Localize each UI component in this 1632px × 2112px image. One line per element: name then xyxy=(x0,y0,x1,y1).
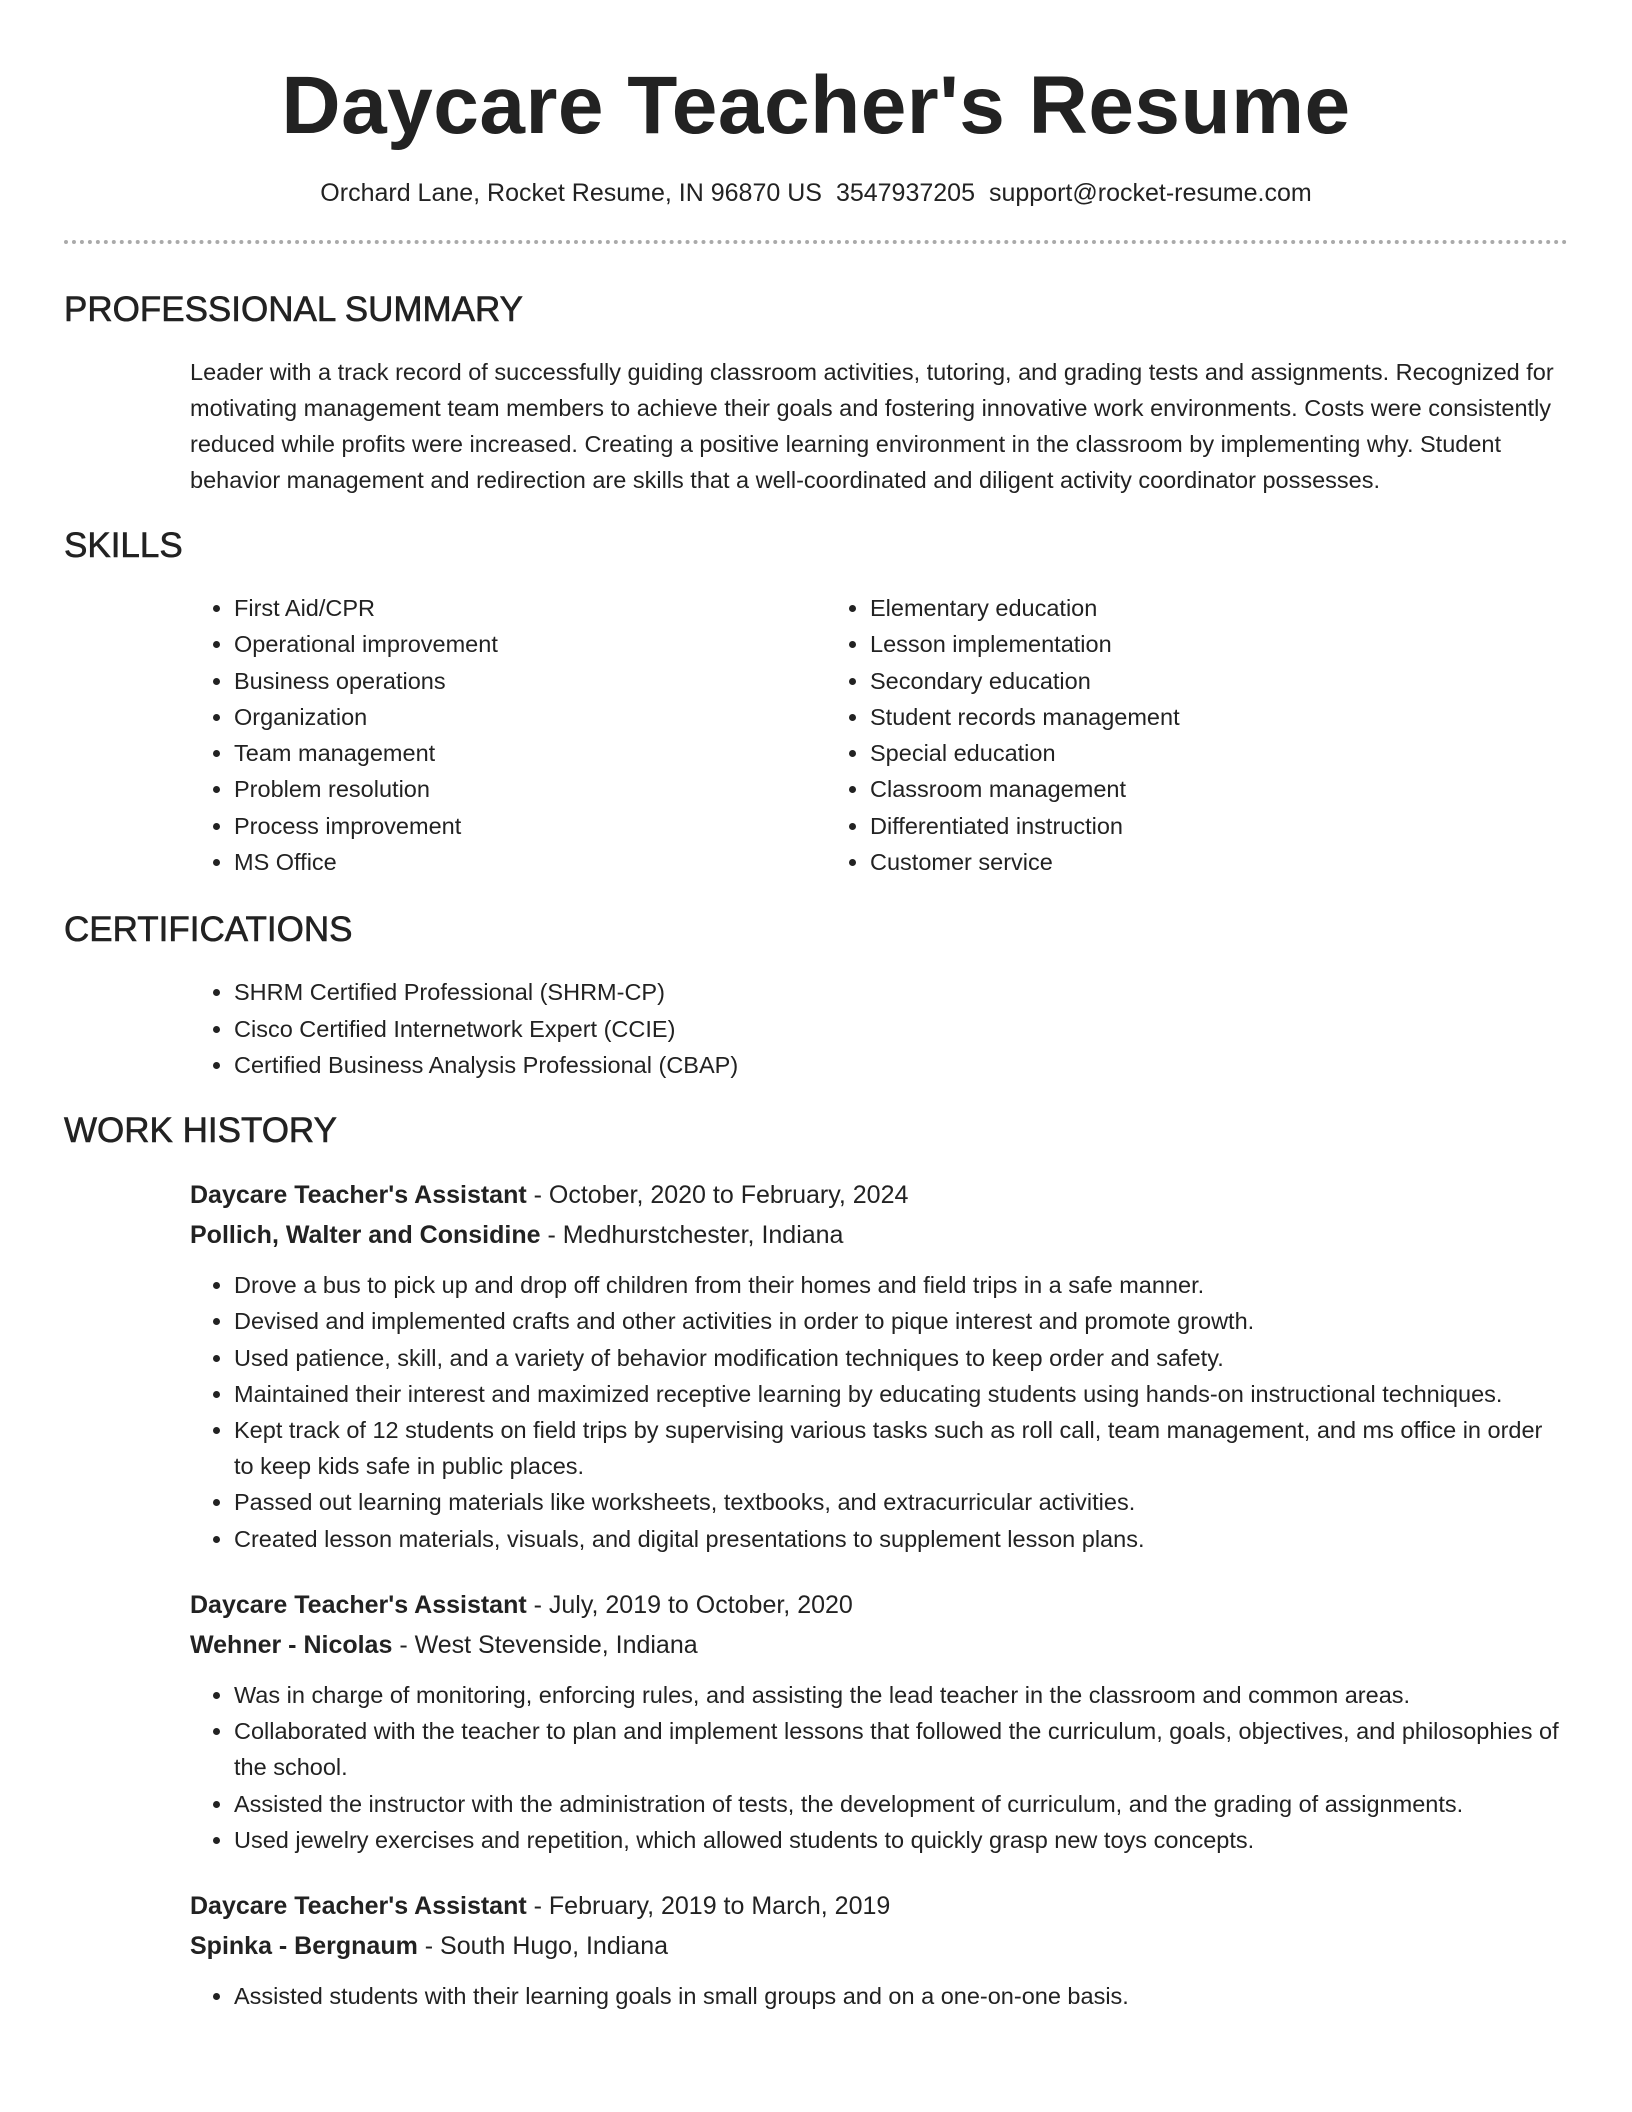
job-location: - South Hugo, Indiana xyxy=(417,1931,668,1960)
job-role: Daycare Teacher's Assistant xyxy=(190,1590,527,1619)
resume-title: Daycare Teacher's Resume xyxy=(281,60,1351,151)
job-location: - Medhurstchester, Indiana xyxy=(540,1221,844,1250)
job-title-line xyxy=(190,1175,1568,1215)
section-title-certifications: CERTIFICATIONS xyxy=(64,910,353,950)
job-title-line xyxy=(190,1585,1568,1625)
list-item: • Used jewelry exercises and repetition, which allowed students to quickly grasp new toys concepts. xyxy=(234,1822,1568,1858)
list-item: • Created lesson materials, visuals, and digital presentations to supplement lesson plans. xyxy=(234,1521,1568,1557)
section-title-work-history: WORK HISTORY xyxy=(64,1111,337,1151)
job-entry xyxy=(190,1886,1568,2014)
job-bullets xyxy=(190,1267,1568,1557)
list-item: • Elementary education xyxy=(870,590,1462,626)
list-item: • Classroom management xyxy=(870,771,1462,807)
list-item: • Student records management xyxy=(870,699,1462,735)
contact-line xyxy=(64,176,1568,210)
skills-list xyxy=(190,590,1568,880)
job-company: Pollich, Walter and Considine xyxy=(190,1221,541,1250)
list-item: • Team management xyxy=(234,735,826,771)
list-item: • Secondary education xyxy=(870,663,1462,699)
list-item: • Organization xyxy=(234,699,826,735)
job-bullets xyxy=(190,1677,1568,1858)
list-item: • Was in charge of monitoring, enforcing rules, and assisting the lead teacher in the classroom and common areas. xyxy=(234,1677,1568,1713)
contact-address: Orchard Lane, Rocket Resume, IN 96870 US xyxy=(320,179,822,207)
contact-email: support@rocket-resume.com xyxy=(988,179,1312,207)
list-item: • Cisco Certified Internetwork Expert (CCIE) xyxy=(234,1011,1568,1047)
job-company-line xyxy=(190,1215,1568,1255)
list-item: • Process improvement xyxy=(234,808,826,844)
list-item: • Used patience, skill, and a variety of behavior modification techniques to keep order and safety. xyxy=(234,1340,1568,1376)
job-dates: - October, 2020 to February, 2024 xyxy=(526,1181,909,1210)
list-item: • Devised and implemented crafts and other activities in order to pique interest and promote growth. xyxy=(234,1303,1568,1339)
list-item: • Certified Business Analysis Professional (CBAP) xyxy=(234,1047,1568,1083)
section-title-skills: SKILLS xyxy=(64,526,183,565)
job-location: - West Stevenside, Indiana xyxy=(392,1630,698,1659)
job-entry xyxy=(190,1175,1568,1557)
job-role: Daycare Teacher's Assistant xyxy=(190,1181,527,1210)
list-item: • MS Office xyxy=(234,844,826,880)
list-item: • Assisted the instructor with the administration of tests, the development of curriculum, and the grading of assignments. xyxy=(234,1786,1568,1822)
list-item: • Drove a bus to pick up and drop off children from their homes and field trips in a safe manner. xyxy=(234,1267,1568,1303)
summary-text: Leader with a track record of successfully guiding classroom activities, tutoring, and grading tests and assignments. Recognized for motivating management team members to achieve their goals and fostering innovative work environments. Costs were consistently reduced while profits were increased. Creating a positive learning environment in the classroom by implementing why. Student behavior management and redirection are skills that a well-coordinated and diligent activity coordinator possesses. xyxy=(190,359,1554,493)
header-divider xyxy=(64,240,1568,244)
list-item: • Collaborated with the teacher to plan and implement lessons that followed the curriculum, goals, objectives, and philosophies of the school. xyxy=(234,1713,1568,1785)
job-company-line xyxy=(190,1625,1568,1665)
list-item: • Business operations xyxy=(234,663,826,699)
job-company: Wehner - Nicolas xyxy=(190,1630,393,1659)
job-company: Spinka - Bergnaum xyxy=(190,1931,418,1960)
list-item: • Differentiated instruction xyxy=(870,808,1462,844)
job-company-line xyxy=(190,1926,1568,1966)
resume-page xyxy=(64,0,1568,2014)
job-role: Daycare Teacher's Assistant xyxy=(190,1891,527,1920)
list-item: • Special education xyxy=(870,735,1462,771)
list-item: • Kept track of 12 students on field trips by supervising various tasks such as roll call, team management, and ms office in order to keep kids safe in public places. xyxy=(234,1412,1568,1484)
job-bullets xyxy=(190,1978,1568,2014)
list-item: • Passed out learning materials like worksheets, textbooks, and extracurricular activities. xyxy=(234,1484,1568,1520)
list-item: • Operational improvement xyxy=(234,626,826,662)
job-dates: - July, 2019 to October, 2020 xyxy=(526,1590,853,1619)
job-title-line xyxy=(190,1886,1568,1926)
contact-phone: 3547937205 xyxy=(835,179,975,207)
list-item: • Assisted students with their learning goals in small groups and on a one-on-one basis. xyxy=(234,1978,1568,2014)
skills-column-left xyxy=(190,590,826,880)
job-entry xyxy=(190,1585,1568,1858)
certifications-list xyxy=(190,974,1568,1083)
list-item: • Lesson implementation xyxy=(870,626,1462,662)
skills-column-right xyxy=(826,590,1462,880)
job-dates: - February, 2019 to March, 2019 xyxy=(526,1891,891,1920)
list-item: • First Aid/CPR xyxy=(234,590,826,626)
list-item: • SHRM Certified Professional (SHRM-CP) xyxy=(234,974,1568,1010)
list-item: • Problem resolution xyxy=(234,771,826,807)
section-title-summary: PROFESSIONAL SUMMARY xyxy=(64,290,523,329)
list-item: • Customer service xyxy=(870,844,1462,880)
list-item: • Maintained their interest and maximized receptive learning by educating students using hands-on instructional techniques. xyxy=(234,1376,1568,1412)
